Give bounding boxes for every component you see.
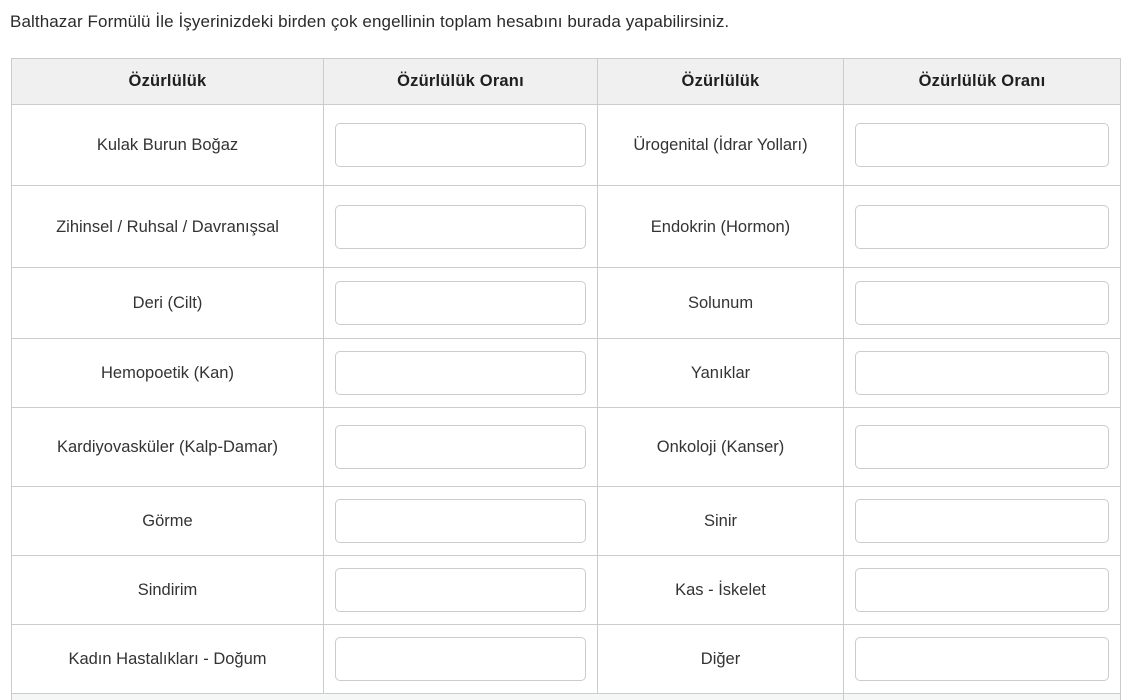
disability-label: Kas - İskelet [598, 556, 844, 625]
disability-label: Kulak Burun Boğaz [12, 105, 324, 186]
rate-cell [324, 487, 598, 556]
rate-cell [844, 186, 1121, 268]
disability-rate-input[interactable] [335, 351, 586, 395]
disability-label: Solunum [598, 268, 844, 339]
rate-cell [844, 339, 1121, 408]
disability-rate-input[interactable] [855, 351, 1109, 395]
table-row [12, 625, 1121, 694]
column-header-disability-left: Özürlülük [12, 59, 324, 105]
rate-cell [844, 268, 1121, 339]
disability-rate-input[interactable] [855, 123, 1109, 167]
disability-label: Deri (Cilt) [12, 268, 324, 339]
disability-rate-input[interactable] [855, 568, 1109, 612]
disability-label: Endokrin (Hormon) [598, 186, 844, 268]
column-header-disability-right: Özürlülük [598, 59, 844, 105]
disability-rate-input[interactable] [855, 425, 1109, 469]
footer-value-cell [844, 694, 1121, 700]
rate-cell [844, 625, 1121, 694]
table-row [12, 408, 1121, 487]
rate-cell [844, 408, 1121, 487]
balthazar-table [11, 58, 1121, 700]
disability-rate-input[interactable] [855, 281, 1109, 325]
disability-rate-input[interactable] [335, 499, 586, 543]
rate-cell [324, 268, 598, 339]
table-header-row [12, 59, 1121, 105]
disability-rate-input[interactable] [855, 205, 1109, 249]
table-footer-row [12, 694, 1121, 700]
disability-label: Kadın Hastalıkları - Doğum [12, 625, 324, 694]
disability-rate-input[interactable] [335, 281, 586, 325]
rate-cell [844, 487, 1121, 556]
rate-cell [324, 625, 598, 694]
disability-label: Ürogenital (İdrar Yolları) [598, 105, 844, 186]
rate-cell [844, 105, 1121, 186]
table-row [12, 186, 1121, 268]
disability-label: Kardiyovasküler (Kalp-Damar) [12, 408, 324, 487]
disability-label: Sinir [598, 487, 844, 556]
rate-cell [844, 556, 1121, 625]
table-row [12, 556, 1121, 625]
intro-text: Balthazar Formülü İle İşyerinizdeki birden çok engellinin toplam hesabını burada yapabilirsiniz. [10, 12, 730, 31]
disability-rate-input[interactable] [335, 568, 586, 612]
table-row [12, 339, 1121, 408]
rate-cell [324, 556, 598, 625]
disability-label: Hemopoetik (Kan) [12, 339, 324, 408]
disability-label: Görme [12, 487, 324, 556]
disability-label: Diğer [598, 625, 844, 694]
rate-cell [324, 186, 598, 268]
rate-cell [324, 408, 598, 487]
disability-rate-input[interactable] [335, 637, 586, 681]
table-row [12, 105, 1121, 186]
table-row [12, 268, 1121, 339]
rate-cell [324, 105, 598, 186]
rate-cell [324, 339, 598, 408]
disability-rate-input[interactable] [335, 123, 586, 167]
disability-rate-input[interactable] [855, 637, 1109, 681]
disability-label: Zihinsel / Ruhsal / Davranışsal [12, 186, 324, 268]
footer-label-cell [12, 694, 844, 700]
disability-label: Sindirim [12, 556, 324, 625]
disability-rate-input[interactable] [335, 205, 586, 249]
disability-rate-input[interactable] [855, 499, 1109, 543]
table-row [12, 487, 1121, 556]
column-header-rate-left: Özürlülük Oranı [324, 59, 598, 105]
column-header-rate-right: Özürlülük Oranı [844, 59, 1121, 105]
disability-label: Yanıklar [598, 339, 844, 408]
disability-label: Onkoloji (Kanser) [598, 408, 844, 487]
disability-rate-input[interactable] [335, 425, 586, 469]
